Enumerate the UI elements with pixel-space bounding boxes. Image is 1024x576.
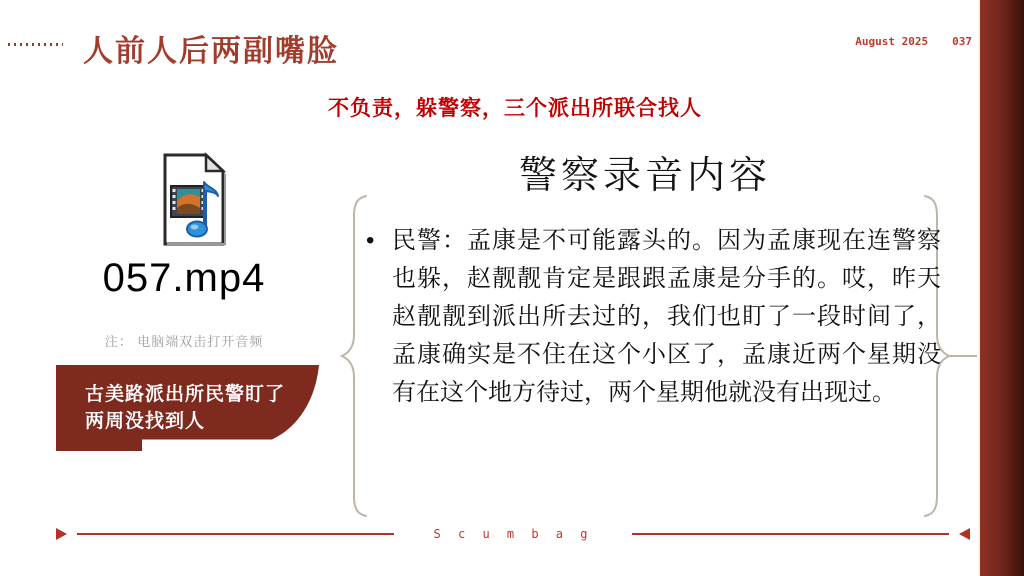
transcript-title: 警察录音内容: [518, 155, 771, 197]
left-brace-icon: [340, 194, 368, 518]
brace-tail-line: [949, 355, 977, 357]
file-name[interactable]: 057.mp4: [102, 256, 266, 300]
header-dotted-line: [8, 43, 63, 46]
slide-subtitle: 不负责，躲警察，三个派出所联合找人: [328, 96, 702, 120]
footer: [56, 526, 970, 542]
transcript-text: 民警：孟康是不可能露头的。因为孟康现在连警察也躲，赵靓靓肯定是跟跟孟康是分手的。哎，昨天赵靓靓到派出所去过的，我们也盯了一段时间了，孟康确实是不住在这个小区了，孟康近两个星期没有在这个地方待过，两个星期他就没有出现过。: [392, 227, 941, 406]
filmstrip-icon: [171, 186, 206, 217]
file-note: 注： 电脑端双击打开音频: [104, 334, 264, 349]
callout-text: [85, 381, 305, 435]
page-fold-icon: [206, 155, 223, 171]
callout-line2: 两周没找到人: [85, 411, 206, 432]
footer-line-left: [77, 533, 394, 535]
right-edge-accent-bar: [978, 0, 1024, 576]
header-meta: [855, 35, 972, 48]
date-label: August 2025: [855, 35, 929, 48]
transcript-bullet-item: [366, 222, 941, 412]
slide-title: 人前人后两副嘴脸: [83, 35, 339, 68]
page-number: 037: [952, 35, 972, 48]
bullet-icon: •: [366, 227, 375, 254]
footer-brand: S c u m b a g: [433, 527, 593, 541]
callout-box: [55, 364, 323, 452]
footer-arrow-right-icon: [56, 528, 67, 540]
callout-line1: 古美路派出所民警盯了: [85, 384, 286, 405]
media-file-icon[interactable]: [144, 150, 246, 252]
footer-arrow-left-icon: [959, 528, 970, 540]
footer-line-right: [632, 533, 949, 535]
